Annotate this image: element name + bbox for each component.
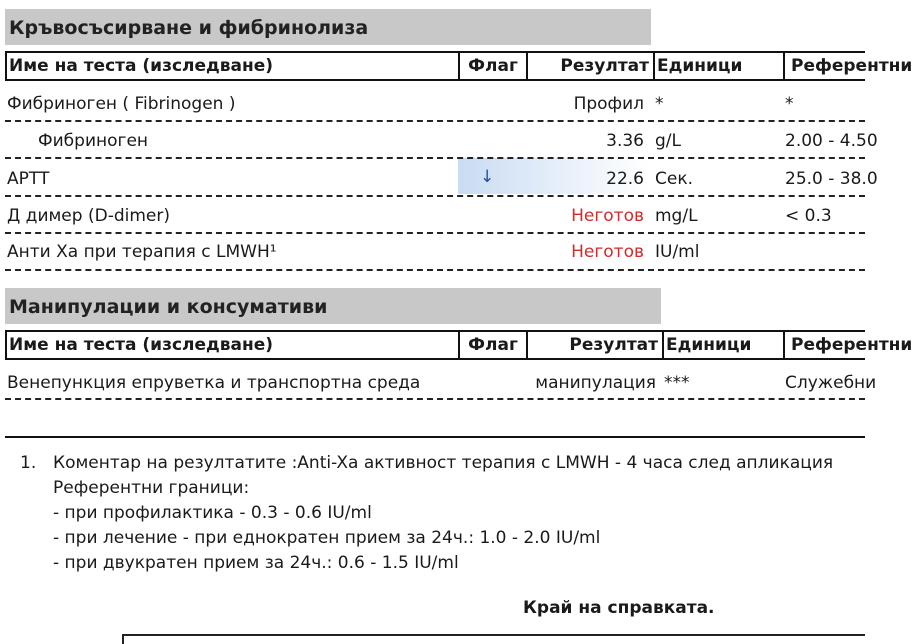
test-units: *** [664, 373, 690, 393]
table-header-coagulation [5, 51, 912, 81]
notes-separator [5, 436, 865, 438]
note-line-ranges: Референтни граници: [53, 478, 250, 498]
test-result: Неготов [571, 206, 644, 226]
header-units: Единици [655, 53, 785, 79]
test-units: * [655, 94, 664, 114]
header-result: Резултат [528, 332, 664, 358]
test-name: Фибриноген [38, 131, 149, 151]
test-reference: * [785, 94, 794, 114]
arrow-down-icon: ↓ [480, 167, 495, 187]
test-reference: < 0.3 [785, 206, 832, 226]
bottom-box-edge [122, 634, 865, 644]
header-units: Единици [664, 332, 785, 358]
test-reference: Служебни [785, 373, 877, 393]
row-divider [5, 269, 865, 271]
test-result: Неготов [571, 242, 644, 262]
header-reference: Референтни [791, 335, 912, 355]
row-divider [5, 195, 865, 197]
test-units: IU/ml [655, 242, 700, 262]
test-units: g/L [655, 131, 681, 151]
header-result: Резултат [528, 53, 655, 79]
note-line-prophylaxis: - при профилактика - 0.3 - 0.6 IU/ml [53, 503, 372, 523]
test-result: Профил [573, 94, 644, 114]
test-name: APTT [7, 169, 50, 189]
test-result: 3.36 [606, 131, 644, 151]
note-line-treatment-twice: - при двукратен прием за 24ч.: 0.6 - 1.5 IU/ml [53, 553, 459, 573]
row-divider [5, 232, 865, 234]
header-flag: Флаг [460, 53, 528, 79]
section-title-coagulation: Кръвосъсирване и фибринолиза [5, 9, 651, 45]
row-divider [5, 120, 865, 122]
test-name: Венепункция епруветка и транспортна среда [7, 373, 421, 393]
header-flag: Флаг [460, 332, 528, 358]
header-reference: Референтни [791, 56, 912, 76]
note-line-comment: Коментар на резултатите :Anti-Xa активност терапия с LMWH - 4 часа след апликация [53, 453, 834, 473]
test-units: Сек. [655, 169, 694, 189]
end-of-report: Край на справката. [523, 598, 715, 618]
section-title-manipulations: Манипулации и консумативи [5, 288, 661, 324]
note-number: 1. [20, 453, 37, 473]
note-line-treatment-once: - при лечение - при еднократен прием за 24ч.: 1.0 - 2.0 IU/ml [53, 528, 601, 548]
row-divider [5, 157, 865, 159]
test-reference: 25.0 - 38.0 [785, 169, 878, 189]
row-divider [5, 398, 865, 400]
table-header-manipulations [5, 330, 912, 360]
test-name: Д димер (D-dimer) [7, 206, 170, 226]
test-result: манипулация [535, 373, 656, 393]
test-name: Анти Ха при терапия с LMWH¹ [7, 242, 277, 262]
test-reference: 2.00 - 4.50 [785, 131, 878, 151]
test-units: mg/L [655, 206, 698, 226]
test-result: 22.6 [606, 169, 644, 189]
header-test-name: Име на теста (изследване) [7, 332, 460, 358]
test-name: Фибриноген ( Fibrinogen ) [7, 94, 236, 114]
header-test-name: Име на теста (изследване) [7, 53, 460, 79]
